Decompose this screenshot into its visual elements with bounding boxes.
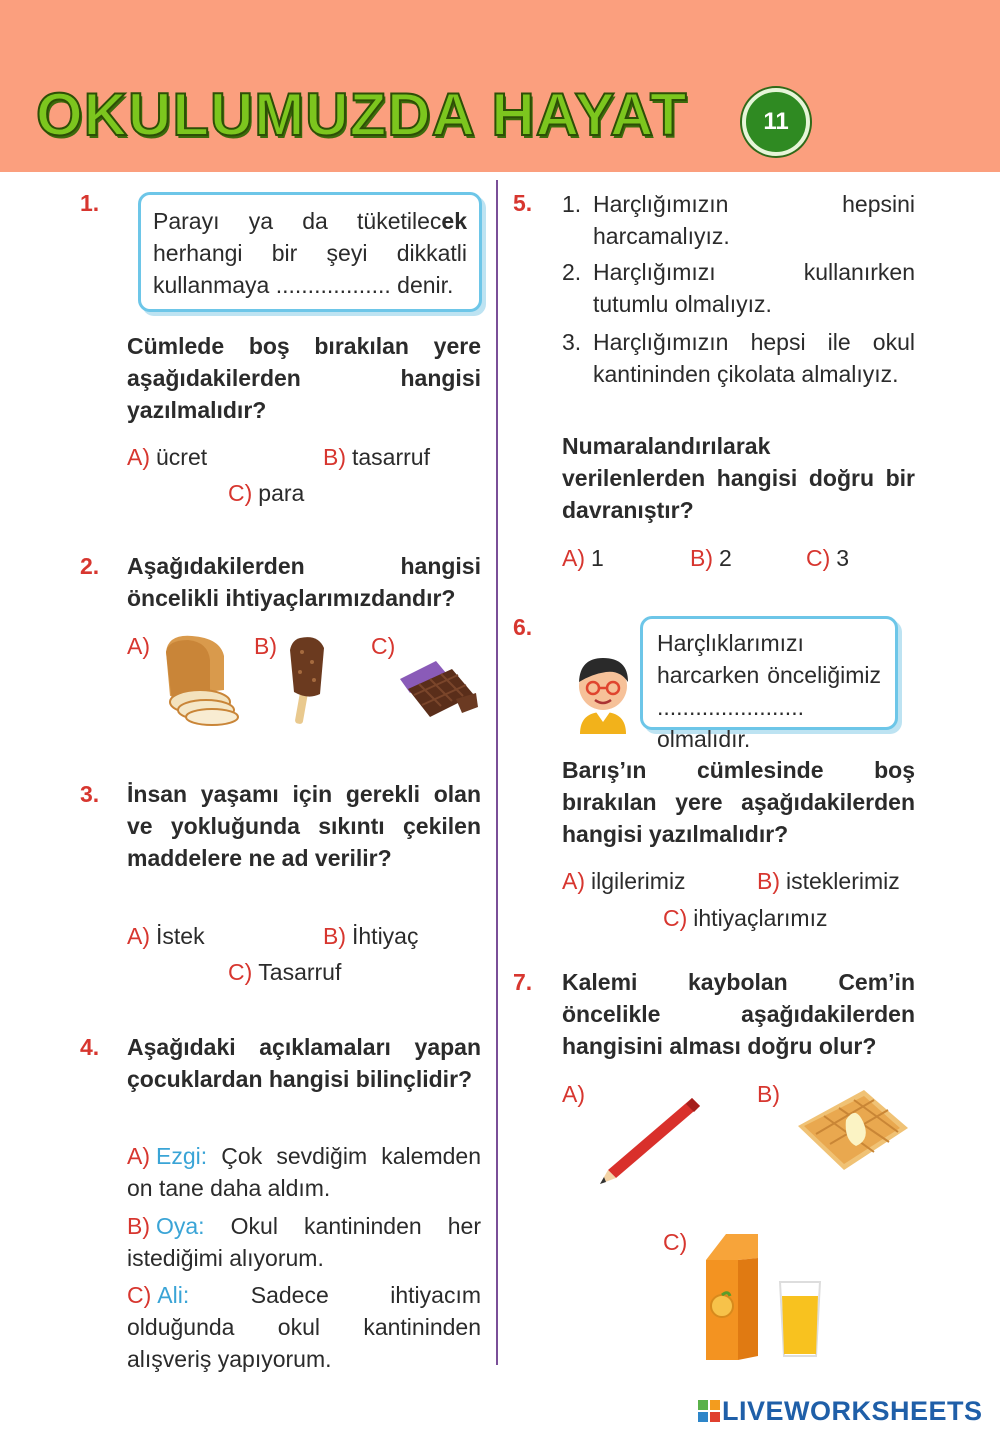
- question-1-option-c[interactable]: C) para: [228, 480, 305, 506]
- question-4-text: Aşağıdaki açıklamaları yapan çocuklardan hangisi bilinçlidir?: [127, 1034, 481, 1092]
- question-2-text: Aşağıdakilerden hangisi öncelikli ihtiyaçlarımızdandır?: [127, 553, 481, 611]
- question-1-text: Cümlede boş bırakılan yere aşağıdakilerden hangisi yazılmalıdır?: [127, 333, 481, 423]
- q5-item-3-number: 3.: [562, 329, 582, 355]
- question-3-option-a[interactable]: A) İstek: [127, 923, 205, 949]
- question-2-option-a[interactable]: A): [127, 633, 150, 659]
- question-1-definition-box: [138, 192, 482, 312]
- footer-brand-text: LIVEWORKSHEETS: [722, 1396, 983, 1426]
- question-5-option-c[interactable]: C) 3: [806, 545, 850, 571]
- question-3-number: 3.: [80, 781, 100, 807]
- q5-item-1-number: 1.: [562, 191, 582, 217]
- q5-item-2: Harçlığımızı kullanırken tutumlu olmalıyız.: [593, 259, 915, 317]
- question-5-number: 5.: [513, 190, 533, 216]
- bubble-text: Harçlıklarımızı harcarken önceliğimiz: [657, 630, 881, 688]
- question-3-option-b[interactable]: B) İhtiyaç: [323, 923, 419, 949]
- question-6-option-b[interactable]: B) isteklerimiz: [757, 868, 900, 894]
- question-7-number: 7.: [513, 969, 533, 995]
- question-6-number: 6.: [513, 614, 533, 640]
- pencil-icon[interactable]: [594, 1092, 704, 1186]
- question-1-option-b[interactable]: B) tasarruf: [323, 444, 430, 470]
- column-divider: [496, 180, 498, 1365]
- question-6-option-c[interactable]: C) ihtiyaçlarımız: [663, 905, 828, 931]
- bread-icon[interactable]: [158, 632, 242, 726]
- question-6-option-a[interactable]: A) ilgilerimiz: [562, 868, 686, 894]
- q5-item-1: Harçlığımızın hepsini harcamalıyız.: [593, 191, 915, 249]
- unit-badge: 11: [742, 88, 810, 156]
- question-5-option-a[interactable]: A) 1: [562, 545, 604, 571]
- blank-dots[interactable]: ..................: [275, 272, 391, 298]
- chocolate-icon[interactable]: [396, 655, 480, 721]
- toast-icon[interactable]: [794, 1080, 914, 1180]
- boy-avatar-icon: [570, 650, 636, 734]
- q5-item-3: Harçlığımızın hepsi ile okul kantininden çikolata almalıyız.: [593, 329, 915, 387]
- question-3-text: İnsan yaşamı için gerekli olan ve yokluğunda sıkıntı çekilen maddelere ne ad verilir?: [127, 781, 481, 871]
- definition-text: Parayı ya da tüketilec: [153, 208, 442, 234]
- question-5-text: Numaralandırılarak verilenlerden hangisi doğru bir davranıştır?: [562, 433, 915, 523]
- question-4-option-a[interactable]: A) Ezgi: Çok sevdiğim kalemden on tane daha aldım.: [127, 1143, 481, 1201]
- definition-bold: ek: [441, 208, 467, 234]
- juice-icon[interactable]: [698, 1230, 826, 1366]
- question-1-option-a[interactable]: A) ücret: [127, 444, 208, 470]
- bubble-blank-dots[interactable]: .......................: [657, 694, 804, 720]
- question-1-number: 1.: [80, 190, 100, 216]
- ice-cream-icon[interactable]: [284, 634, 334, 726]
- question-4-number: 4.: [80, 1034, 100, 1060]
- question-7-option-c[interactable]: C): [663, 1229, 688, 1255]
- question-7-text: Kalemi kaybolan Cem’in öncelikle aşağıdakilerden hangisini alması doğru olur?: [562, 969, 915, 1059]
- bubble-end: olmalıdır.: [657, 726, 751, 752]
- question-6-text: Barış’ın cümlesinde boş bırakılan yere aşağıdakilerden hangisi yazılmalıdır?: [562, 757, 915, 847]
- q5-item-2-number: 2.: [562, 259, 582, 285]
- question-7-option-b[interactable]: B): [757, 1081, 780, 1107]
- question-7-option-a[interactable]: A): [562, 1081, 585, 1107]
- question-2-option-b[interactable]: B): [254, 633, 277, 659]
- question-2-option-c[interactable]: C): [371, 633, 396, 659]
- definition-end: denir.: [397, 272, 454, 298]
- page-title: OKULUMUZDA HAYAT: [36, 81, 688, 148]
- liveworksheets-logo-icon: [698, 1400, 720, 1422]
- question-5-option-b[interactable]: B) 2: [690, 545, 732, 571]
- question-4-option-c[interactable]: C) Ali: Sadece ihtiyacım olduğunda okul kantininden alışveriş yapıyorum.: [127, 1282, 482, 1372]
- question-3-option-c[interactable]: C) Tasarruf: [228, 959, 342, 985]
- question-4-option-b[interactable]: B) Oya: Okul kantininden her istediğimi alıyorum.: [127, 1213, 481, 1271]
- question-2-number: 2.: [80, 553, 100, 579]
- definition-text-2: herhangi bir şeyi dikkatli kullanmaya: [153, 240, 467, 298]
- footer-brand: [698, 1396, 983, 1427]
- speech-bubble: [640, 616, 898, 752]
